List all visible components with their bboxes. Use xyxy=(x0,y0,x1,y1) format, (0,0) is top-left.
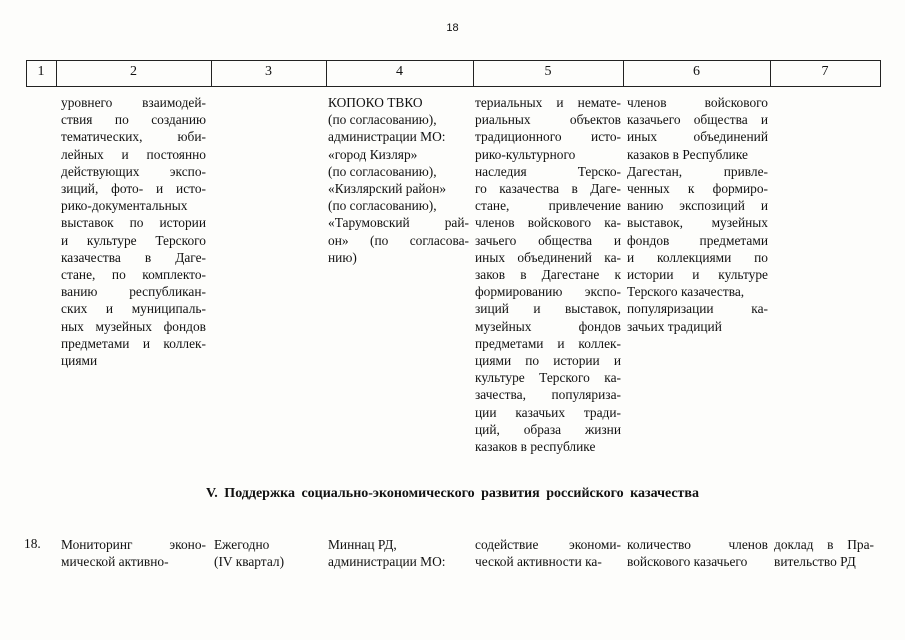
text-line: Мониторинг эконо- xyxy=(61,537,206,552)
text-line: Терского казачества, xyxy=(627,284,745,300)
text-line: лейных и постоянно xyxy=(61,146,206,162)
text-line: казаков в республике xyxy=(475,439,596,455)
text-line: наследия Терско- xyxy=(475,163,621,179)
row18-col6-text xyxy=(627,536,768,570)
text-line: истории и культуре xyxy=(627,267,768,283)
text-line: мической активно- xyxy=(61,554,169,570)
row18-col3-text xyxy=(214,536,322,570)
text-line: ванию экспозиций и xyxy=(627,198,768,214)
text-line: предметами и коллек- xyxy=(475,335,621,351)
text-line: ствия по созданию xyxy=(61,112,206,128)
text-line: казачьего общества и xyxy=(627,112,768,128)
text-line: формированию экспо- xyxy=(475,284,621,300)
header-top-border xyxy=(26,60,881,61)
text-line: «Тарумовский рай- xyxy=(328,215,469,231)
text-line: музейных фондов xyxy=(475,318,621,334)
text-line: ванию республикан- xyxy=(61,284,206,300)
text-line: «город Кизляр» xyxy=(328,146,418,162)
text-line: циями по истории и xyxy=(475,353,621,369)
text-line: администрации МО: xyxy=(328,129,446,145)
text-line: (по согласованию), xyxy=(328,163,437,179)
text-line: и культуре Терского xyxy=(61,232,206,248)
header-col-2: 2 xyxy=(130,64,137,79)
cell-col2-text xyxy=(61,94,206,369)
row18-col2-text xyxy=(61,536,206,570)
cell-col5-text xyxy=(475,94,621,455)
header-col-5: 5 xyxy=(544,64,552,79)
text-line: нию) xyxy=(328,249,357,265)
text-line: членов войскового ка- xyxy=(475,215,621,231)
cell-col6-text xyxy=(627,94,768,335)
text-line: стане, привлечение xyxy=(475,198,621,214)
text-line: казаков в Республике xyxy=(627,146,748,162)
row18-col4-text xyxy=(328,536,469,570)
text-line: рико-документальных xyxy=(61,198,188,214)
text-line: ций, образа жизни xyxy=(475,421,621,437)
header-bottom-border xyxy=(26,86,881,87)
text-line: Миннац РД, xyxy=(328,537,397,552)
text-line: культуре Терского ка- xyxy=(475,370,621,386)
text-line: го казачества в Даге- xyxy=(475,181,621,197)
text-line: и коллекциями по xyxy=(627,249,768,265)
header-col-1: 1 xyxy=(37,64,45,79)
page-number: 18 xyxy=(446,22,459,34)
text-line: Дагестан, привле- xyxy=(627,163,768,179)
text-line: популяризации ка- xyxy=(627,301,768,317)
section-title: V. Поддержка социально-экономического развития российского казачества xyxy=(206,486,699,501)
text-line: выставок, музейных xyxy=(627,215,768,231)
header-col-3: 3 xyxy=(265,64,272,79)
text-line: зиций, фото- и исто- xyxy=(61,181,206,197)
text-line: доклад в Пра- xyxy=(774,537,874,552)
text-line: заков в Дагестане к xyxy=(475,267,621,283)
text-line: ченных к формиро- xyxy=(627,181,768,197)
text-line: предметами и коллек- xyxy=(61,335,206,351)
text-line: зиций и выставок, xyxy=(475,301,621,317)
text-line: зачества, популяриза- xyxy=(475,387,621,403)
text-line: традиционного исто- xyxy=(475,129,621,145)
text-line: вительство РД xyxy=(774,554,856,570)
text-line: тематических, юби- xyxy=(61,129,206,145)
text-line: КОПОКО ТВКО xyxy=(328,95,423,110)
text-line: уровнего взаимодей- xyxy=(61,95,206,110)
text-line: циями xyxy=(61,353,98,369)
cell-col4-text xyxy=(328,94,469,266)
text-line: администрации МО: xyxy=(328,554,446,570)
row18-col7-text xyxy=(774,536,874,570)
text-line: (по согласованию), xyxy=(328,112,437,128)
row-number: 18. xyxy=(24,536,41,551)
text-line: риальных объектов xyxy=(475,112,621,128)
text-line: «Кизлярский район» xyxy=(328,181,447,197)
text-line: действующих экспо- xyxy=(61,163,206,179)
text-line: ных музейных фондов xyxy=(61,318,206,334)
text-line: ческой активности ка- xyxy=(475,554,602,570)
text-line: ции казачьих тради- xyxy=(475,404,621,420)
text-line: членов войскового xyxy=(627,95,768,110)
text-line: (IV квартал) xyxy=(214,554,285,570)
text-line: выставок по истории xyxy=(61,215,206,231)
row18-col5-text xyxy=(475,536,621,570)
header-col-4: 4 xyxy=(396,64,403,79)
text-line: рико-культурного xyxy=(475,146,576,162)
col-divider xyxy=(880,60,881,86)
text-line: фондов предметами xyxy=(627,232,768,248)
header-col-7: 7 xyxy=(821,64,829,79)
text-line: (по согласованию), xyxy=(328,198,437,214)
text-line: зачьего общества и xyxy=(475,232,621,248)
header-col-6: 6 xyxy=(693,64,700,79)
text-line: териальных и немате- xyxy=(475,95,621,110)
text-line: стане, по комплекто- xyxy=(61,267,206,283)
text-line: зачьих традиций xyxy=(627,318,722,334)
text-line: содействие экономи- xyxy=(475,537,621,552)
text-line: иных объединений xyxy=(627,129,768,145)
text-line: войскового казачьего xyxy=(627,554,748,570)
text-line: он» (по согласова- xyxy=(328,232,469,248)
text-line: иных объединений ка- xyxy=(475,249,621,265)
text-line: казачества в Даге- xyxy=(61,249,206,265)
text-line: Ежегодно xyxy=(214,537,270,552)
text-line: количество членов xyxy=(627,537,768,552)
text-line: ских и муниципаль- xyxy=(61,301,206,317)
